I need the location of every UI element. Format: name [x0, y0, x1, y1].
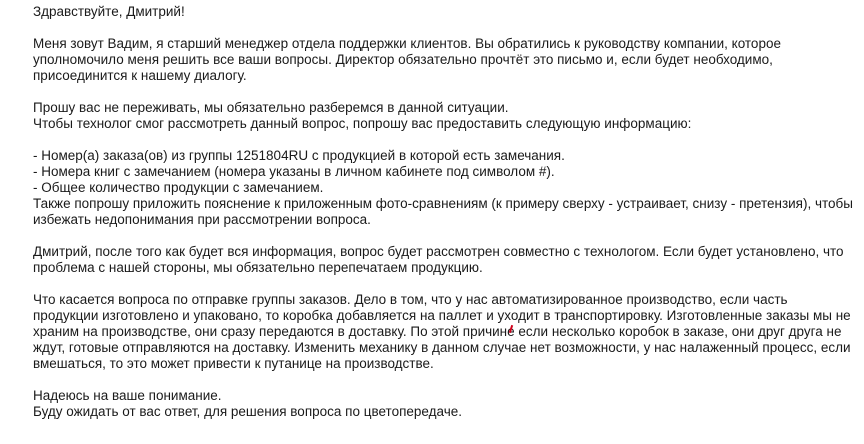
email-request-intro: Чтобы технолог смог рассмотреть данный вопрос, попрошу вас предоставить следующую информацию:	[33, 116, 692, 131]
email-photo-request: Также попрошу приложить пояснение к приложенным фото-сравнениям (к примеру сверху - устраивает, снизу - претензия), чтобы избежать недопонимания при рассмотрении вопроса.	[33, 196, 853, 227]
email-review-paragraph: Дмитрий, после того как будет вся информация, вопрос будет рассмотрен совместно с технологом. Если будет установлено, что проблема с нашей стороны, мы обязательно перепечатаем продукцию.	[33, 244, 844, 275]
email-reassure-line: Прошу вас не переживать, мы обязательно разберемся в данной ситуации.	[33, 100, 509, 115]
email-shipping-text-a: Что касается вопроса по отправке группы заказов. Дело в том, что у нас автоматизированное производство, если часть продукции изготовлено и упаковано, то коробка добавляется на паллет и уходит в транспортировку. Изготовленные заказы мы не храним на производстве, они сразу передаются в доставку. По этой причине	[33, 292, 851, 339]
email-request-list	[33, 148, 856, 196]
email-closing-line: Надеюсь на ваше понимание.	[33, 388, 222, 403]
list-item: - Номер(а) заказа(ов) из группы 1251804RU с продукцией в которой есть замечания.	[33, 148, 565, 163]
email-shipping-text-b: если несколько коробок в заказе, они друг друга не ждут, готовые отправляются на доставку. Изменить механику в данном случае нет возможности, у нас налаженный процесс, если вмешаться, то это может привести к путанице на производстве.	[33, 324, 851, 371]
list-item: - Общее количество продукции с замечанием.	[33, 180, 324, 195]
email-intro-paragraph: Меня зовут Вадим, я старший менеджер отдела поддержки клиентов. Вы обратились к руководству компании, которое уполномочило меня решить все ваши вопросы. Директор обязательно прочтёт это письмо и, если будет необходимо, присоединится к нашему диалогу.	[33, 36, 781, 83]
list-item: - Номера книг с замечанием (номера указаны в личном кабинете под символом #).	[33, 164, 555, 179]
email-closing-request: Буду ожидать от вас ответ, для решения вопроса по цветопередаче.	[33, 404, 462, 419]
email-shipping-paragraph	[33, 292, 856, 372]
email-greeting: Здравствуйте, Дмитрий!	[33, 4, 185, 19]
